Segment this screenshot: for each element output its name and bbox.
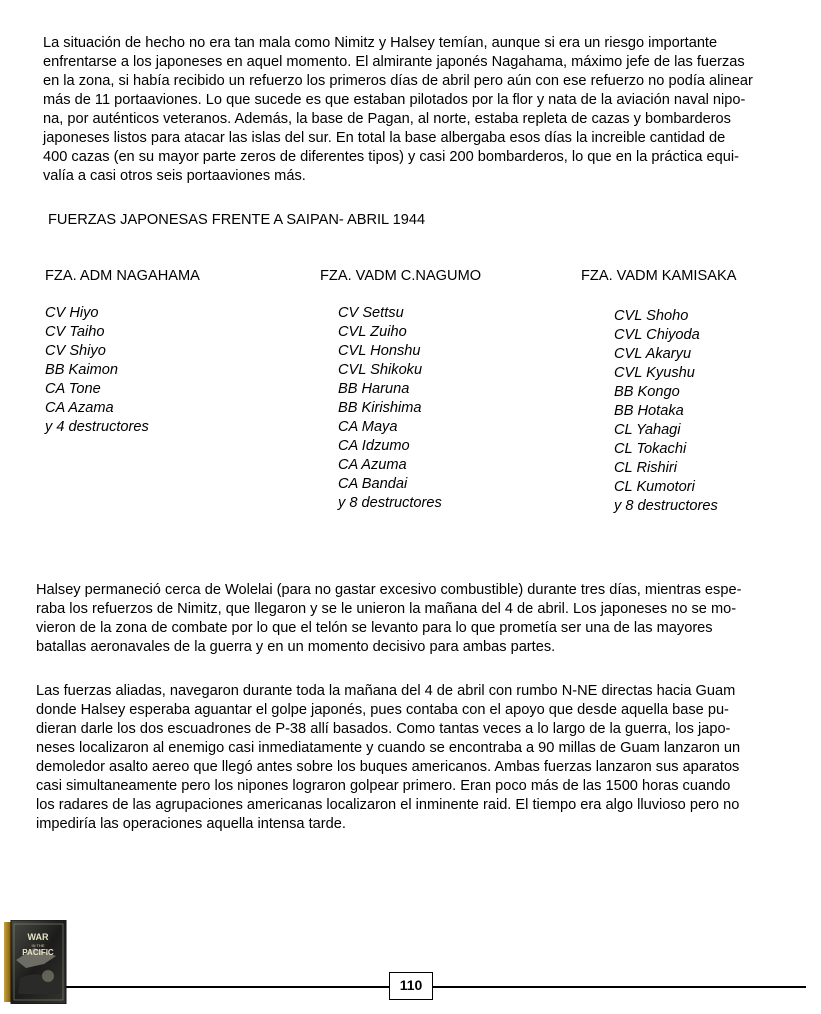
body-paragraph [36, 682, 796, 834]
ship-item: CVL Kyushu [614, 365, 695, 381]
page-number: 110 [389, 972, 433, 1000]
text-line: vieron de la zona de combate por lo que el telón se levanto para lo que prometía ser una de las mayores [36, 620, 713, 636]
text-line: impediría las operaciones aquella intensa tarde. [36, 816, 346, 832]
game-box-line: WAR [27, 932, 49, 942]
ship-item: CA Bandai [338, 476, 408, 492]
footer-rule [66, 986, 806, 988]
text-line: donde Halsey esperaba aguantar el golpe japonés, pues contaba con el apoyo que desde aquella base pu- [36, 702, 729, 718]
ship-list-nagahama [45, 304, 149, 437]
intro-paragraph [43, 34, 798, 186]
ship-item: BB Haruna [338, 381, 410, 397]
ship-item: BB Hotaka [614, 403, 684, 419]
text-line: enfrentarse a los japoneses en aquel momento. El almirante japonés Nagahama, máximo jefe de las fuerzas [43, 54, 745, 70]
ship-item: CV Shiyo [45, 343, 106, 359]
ship-item: CVL Chiyoda [614, 327, 700, 343]
ship-item: CA Maya [338, 419, 398, 435]
ship-list-kamisaka [614, 307, 718, 516]
ship-item: y 8 destructores [614, 498, 718, 514]
ship-item: CV Taiho [45, 324, 105, 340]
ship-item: y 4 destructores [45, 419, 149, 435]
text-line: neses localizaron al enemigo casi inmediatamente y cuando se encontraba a 90 millas de Guam lanzaron un [36, 740, 741, 756]
text-line: 400 cazas (en su mayor parte zeros de diferentes tipos) y casi 200 bombarderos, lo que en la práctica equi- [43, 149, 740, 165]
ship-item: CA Azuma [338, 457, 407, 473]
ship-item: BB Kongo [614, 384, 680, 400]
ship-item: BB Kaimon [45, 362, 119, 378]
ship-item: CVL Akaryu [614, 346, 692, 362]
ship-item: BB Kirishima [338, 400, 422, 416]
game-box-line: IN THE [31, 943, 45, 948]
text-line: na, por auténticos veteranos. Además, la base de Pagan, al norte, estaba repleta de cazas y bombarderos [43, 111, 731, 127]
ship-item: CA Tone [45, 381, 101, 397]
fleet-commander-kamisaka: FZA. VADM KAMISAKA [581, 268, 737, 284]
ship-item: CVL Shikoku [338, 362, 423, 378]
text-line: más de 11 portaaviones. Lo que sucede es que estaban pilotados por la flor y nata de la aviación naval nipo- [43, 92, 746, 108]
text-line: los radares de las agrupaciones americanas localizaron el inminente raid. El tiempo era algo lluvioso pero no [36, 797, 740, 813]
ship-item: y 8 destructores [338, 495, 442, 511]
text-line: casi simultaneamente pero los nipones lograron golpear primero. Eran poco más de las 1500 horas cuando [36, 778, 731, 794]
fleet-commander-nagumo: FZA. VADM C.NAGUMO [320, 268, 482, 284]
ship-item: CL Yahagi [614, 422, 681, 438]
text-line: demoledor asalto aereo que llegó antes sobre los buques americanos. Ambas fuerzas lanzaron sus aparatos [36, 759, 740, 775]
ship-item: CVL Honshu [338, 343, 421, 359]
ship-item: CA Idzumo [338, 438, 410, 454]
ship-item: CV Settsu [338, 305, 404, 321]
ship-item: CL Rishiri [614, 460, 677, 476]
fleet-commander-nagahama: FZA. ADM NAGAHAMA [45, 268, 200, 284]
ship-list-nagumo [338, 304, 442, 513]
text-line: Las fuerzas aliadas, navegaron durante toda la mañana del 4 de abril con rumbo N-NE directas hacia Guam [36, 683, 736, 699]
text-line: dieran darle los dos escuadrones de P-38 allí basados. Como tantas veces a lo largo de la guerra, los japo- [36, 721, 731, 737]
game-box-art [4, 920, 68, 1004]
ship-item: CL Kumotori [614, 479, 695, 495]
text-line: raba los refuerzos de Nimitz, que llegaron y se le unieron la mañana del 4 de abril. Los japoneses no se mo- [36, 601, 737, 617]
text-line: japoneses listos para atacar las islas del sur. En total la base albergaba esos días la increible cantidad de [43, 130, 726, 146]
text-line: La situación de hecho no era tan mala como Nimitz y Halsey temían, aunque si era un riesgo importante [43, 35, 718, 51]
text-line: Halsey permaneció cerca de Wolelai (para no gastar excesivo combustible) durante tres días, mientras espe- [36, 582, 742, 598]
ship-item: CVL Shoho [614, 308, 689, 324]
fleet-table-title: FUERZAS JAPONESAS FRENTE A SAIPAN- ABRIL 1944 [48, 212, 426, 228]
ship-item: CL Tokachi [614, 441, 687, 457]
text-line: valía a casi otros seis portaaviones más. [43, 168, 306, 184]
text-line: en la zona, si había recibido un refuerzo los primeros días de abril pero aún con ese refuerzo no podía alinear [43, 73, 753, 89]
ship-item: CA Azama [45, 400, 114, 416]
ship-item: CV Hiyo [45, 305, 99, 321]
ship-item: CVL Zuiho [338, 324, 407, 340]
text-line: batallas aeronavales de la guerra y en un momento decisivo para ambas partes. [36, 639, 556, 655]
game-box-line: PACIFIC [22, 948, 54, 957]
body-paragraph [36, 581, 796, 657]
